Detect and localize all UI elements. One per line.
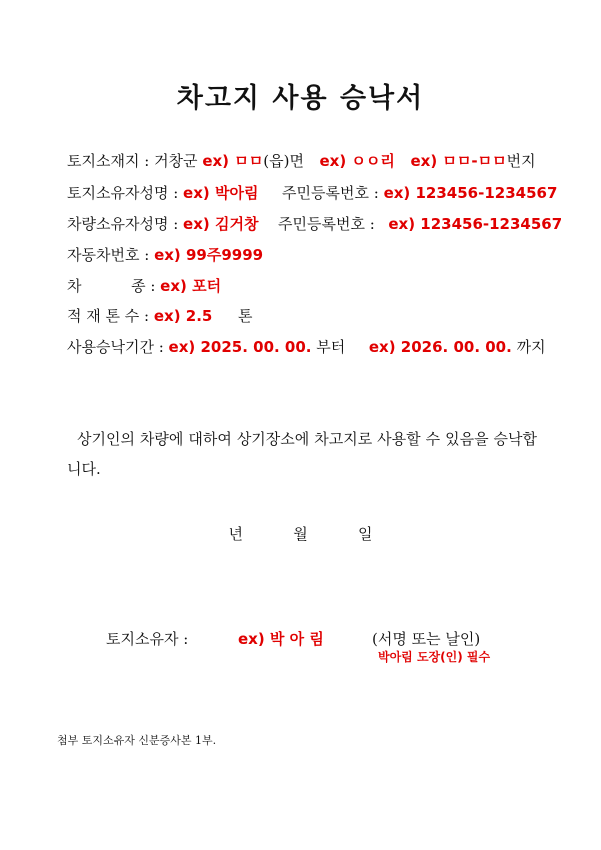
land-owner-id-label: 주민등록번호 : (282, 184, 379, 202)
car-type-label-a: 차 (67, 277, 82, 295)
car-number-value: ex) 99주9999 (154, 246, 264, 264)
vehicle-owner-row (67, 214, 562, 234)
tonnage-unit: 톤 (237, 307, 253, 325)
vehicle-owner-name: ex) 김거창 (183, 215, 259, 233)
vehicle-owner-id-value: ex) 123456-1234567 (388, 215, 563, 233)
car-type-label-b: 종 : (131, 277, 156, 295)
document-title: 차고지 사용 승낙서 (176, 83, 425, 114)
car-type-value: ex) 포터 (160, 277, 222, 295)
signature-seal: (서명 또는 날인) (372, 630, 481, 648)
location-eup-myeon: (읍)면 (263, 152, 304, 170)
period-from: 부터 (316, 338, 346, 356)
signature-label: 토지소유자 : (106, 630, 189, 648)
date-month: 월 (293, 525, 308, 543)
tonnage-label: 적 재 톤 수 : (67, 307, 150, 325)
car-type-row (67, 276, 221, 296)
land-owner-id-value: ex) 123456-1234567 (383, 184, 558, 202)
consent-text: 상기인의 차량에 대하여 상기장소에 차고지로 사용할 수 있음을 승낙합니다. (67, 430, 537, 478)
vehicle-owner-id-label: 주민등록번호 : (278, 215, 375, 233)
vehicle-owner-label: 차량소유자성명 : (67, 215, 179, 233)
period-row (67, 337, 546, 357)
location-row (67, 151, 536, 171)
stamp-required-note: 박아림 도장(인) 필수 (378, 650, 491, 664)
car-number-label: 자동차번호 : (67, 246, 150, 264)
tonnage-value: ex) 2.5 (153, 307, 213, 325)
land-owner-row (67, 183, 557, 203)
consent-paragraph (67, 424, 537, 484)
car-number-row (67, 245, 263, 265)
date-year: 년 (228, 525, 243, 543)
location-ex-beonji: ex) ㅁㅁ-ㅁㅁ (410, 152, 507, 170)
location-county: 거창군 (154, 152, 198, 170)
period-label: 사용승낙기간 : (67, 338, 164, 356)
tonnage-row (67, 306, 252, 326)
date-day: 일 (358, 525, 373, 543)
period-end: ex) 2026. 00. 00. (368, 338, 512, 356)
period-start: ex) 2025. 00. 00. (168, 338, 312, 356)
land-owner-label: 토지소유자성명 : (67, 184, 179, 202)
period-until: 까지 (516, 338, 546, 356)
land-owner-name: ex) 박아림 (183, 184, 259, 202)
location-label: 토지소재지 : (67, 152, 150, 170)
location-ex-ri: ex) ㅇㅇ리 (319, 152, 395, 170)
attachment-note: 첨부 토지소유자 신분증사본 1부. (57, 734, 217, 747)
location-beonji: 번지 (506, 152, 536, 170)
date-row (0, 523, 601, 544)
signature-name: ex) 박 아 림 (238, 630, 324, 648)
location-ex-myeon: ex) ㅁㅁ (202, 152, 264, 170)
